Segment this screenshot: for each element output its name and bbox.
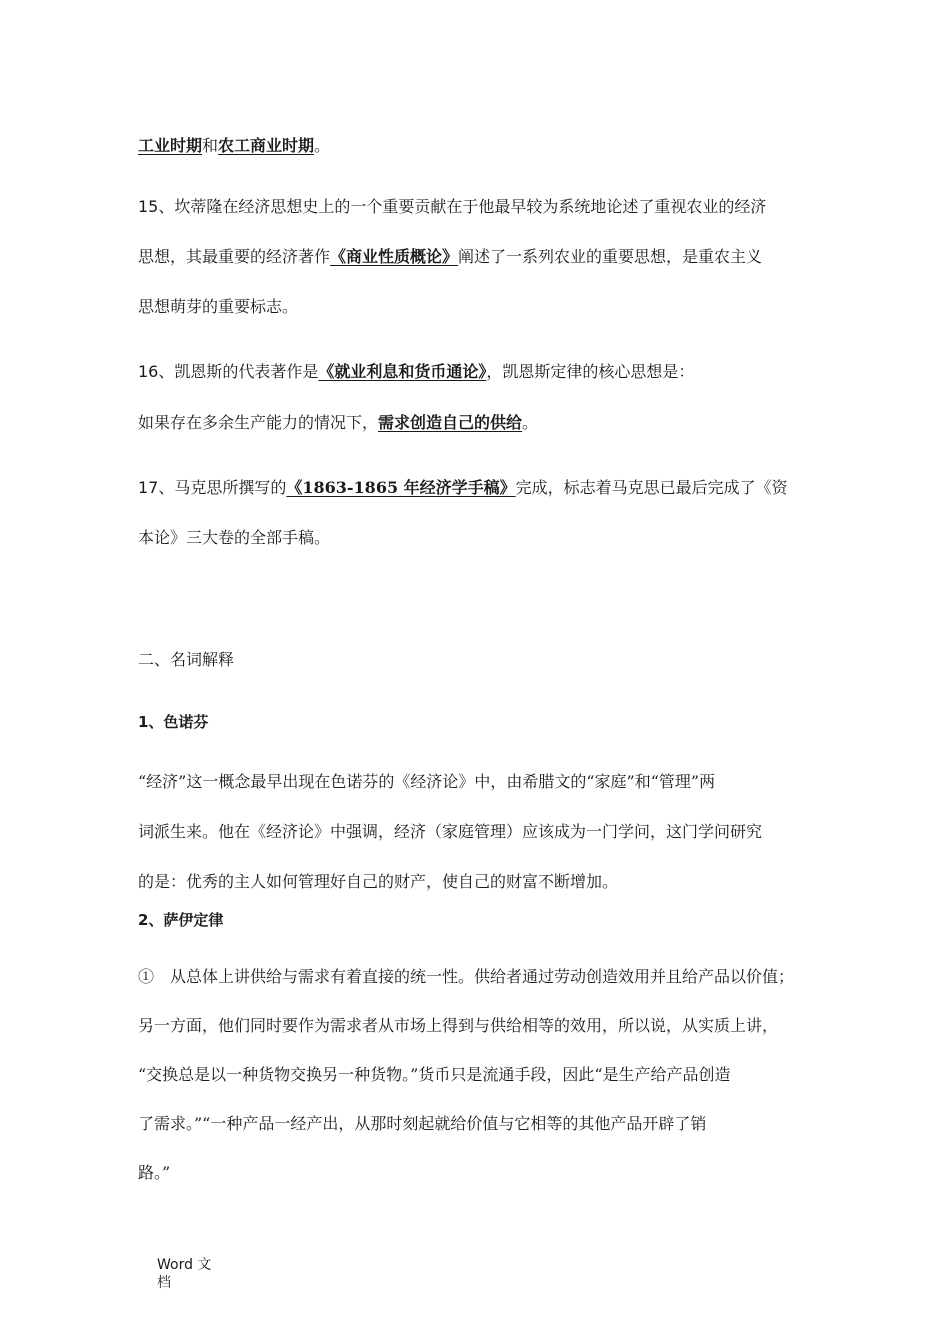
q15-line-1: [138, 197, 766, 217]
q17-line-1: [138, 478, 788, 498]
answer-blank: 《就业利息和货币通论》: [318, 362, 487, 381]
q16-line-1: [138, 362, 694, 382]
term-title: 1、色诺芬: [138, 713, 209, 731]
term-title: 2、萨伊定律: [138, 911, 224, 929]
text: 、坎蒂隆在经济思想史上的一个重要贡献在于他最早较为系统地论述了重视农业的经济: [158, 197, 767, 216]
answer-blank: 农工商业时期: [218, 136, 315, 155]
term-text-line: 的是：优秀的主人如何管理好自己的财产，使自己的财富不断增加。: [138, 872, 619, 891]
q14-line: [138, 136, 330, 156]
term-text-line: “经济”这一概念最早出现在色诺芬的《经济论》中，由希腊文的“家庭”和“管理”两: [138, 772, 716, 791]
page-footer: 档: [157, 1275, 171, 1291]
q17-line-2: 本论》三大卷的全部手稿。: [138, 528, 331, 547]
page-footer: Word 文: [157, 1257, 212, 1273]
text: 思想，其最重要的经济著作: [138, 247, 331, 266]
term-text-line: 词派生来。他在《经济论》中强调，经济（家庭管理）应该成为一门学问，这门学问研究: [138, 822, 763, 841]
section-heading: 二、名词解释: [138, 650, 235, 669]
q15-line-2: [138, 247, 762, 267]
question-number: 17: [138, 478, 159, 497]
text: 。: [522, 413, 539, 432]
term-text-line: 路。”: [138, 1163, 171, 1182]
text: 和: [202, 136, 219, 155]
term-text-line: ① 从总体上讲供给与需求有着直接的统一性。供给者通过劳动创造效用并且给产品以价值；: [138, 967, 795, 986]
text: 阐述了一系列农业的重要思想，是重农主义: [458, 247, 763, 266]
q16-line-2: [138, 413, 538, 433]
question-number: 16: [138, 362, 159, 381]
q15-line-3: 思想萌芽的重要标志。: [138, 297, 299, 316]
term-text-line: “交换总是以一种货物交换另一种货物。”货币只是流通手段，因此“是生产给产品创造: [138, 1065, 731, 1084]
question-number: 15: [138, 197, 159, 216]
answer-blank: 需求创造自己的供给: [378, 413, 523, 432]
text: 、马克思所撰写的: [158, 478, 287, 497]
text: 。: [314, 136, 331, 155]
text: 、凯恩斯的代表著作是: [158, 362, 319, 381]
text: 如果存在多余生产能力的情况下，: [138, 413, 379, 432]
term-text-line: 另一方面，他们同时要作为需求者从市场上得到与供给相等的效用，所以说，从实质上讲，: [138, 1016, 779, 1035]
term-text-line: 了需求。”“一种产品一经产出，从那时刻起就给价值与它相等的其他产品开辟了销: [138, 1114, 707, 1133]
answer-blank: 工业时期: [138, 136, 203, 155]
text: 完成，标志着马克思已最后完成了《资: [515, 478, 788, 497]
answer-blank: 《商业性质概论》: [330, 247, 459, 266]
answer-blank: 《1863-1865 年经济学手稿》: [286, 478, 516, 497]
text: ，凯恩斯定律的核心思想是：: [486, 362, 695, 381]
